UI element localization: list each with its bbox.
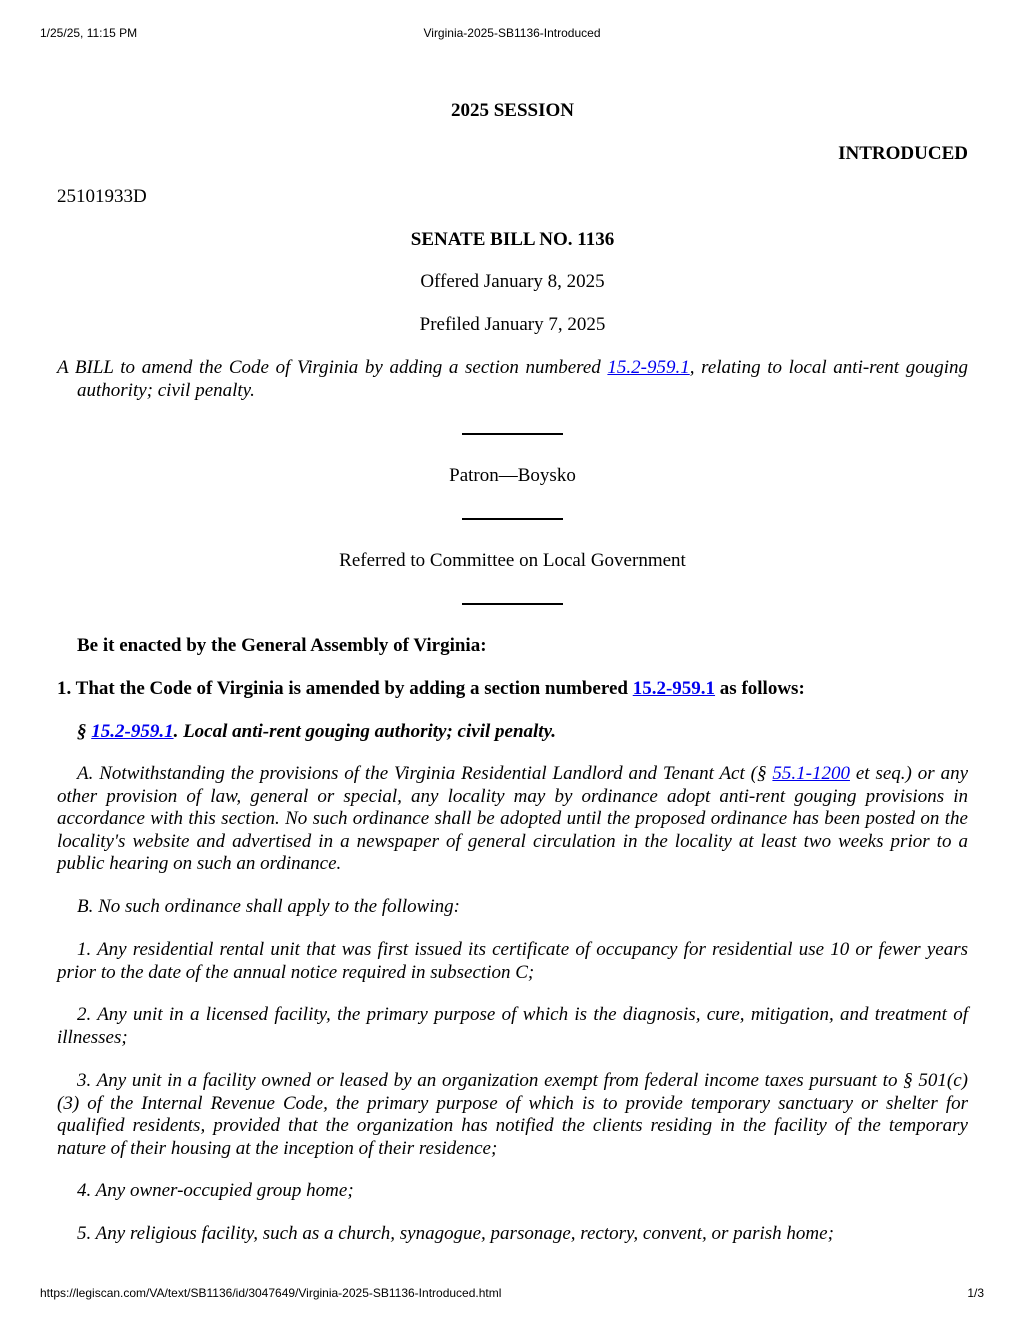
lis-number: 25101933D	[57, 186, 147, 207]
paragraph-b: B. No such ordinance shall apply to the following:	[77, 896, 460, 917]
section-symbol: §	[77, 721, 92, 742]
paragraph-a-prefix: A. Notwithstanding the provisions of the Virginia Residential Landlord and Tenant Act (§	[77, 763, 773, 784]
print-url: https://legiscan.com/VA/text/SB1136/id/3047649/Virginia-2025-SB1136-Introduced.html	[40, 1286, 502, 1300]
list-item: 5. Any religious facility, such as a church, synagogue, parsonage, rectory, convent, or parish home;	[77, 1223, 834, 1244]
committee-referral: Referred to Committee on Local Government	[339, 550, 686, 571]
print-page-count: 1/3	[967, 1286, 984, 1300]
paragraph-a-link[interactable]: 55.1-1200	[772, 763, 850, 784]
enacting-clause: Be it enacted by the General Assembly of Virginia:	[77, 635, 487, 656]
paragraph-a-suffix: et seq.) or any other provision of law, general or special, any locality may by ordinance adopt anti-rent gouging provisions in accordance with this section. No such ordinance shall be adopted until the proposed ordinance has been posted on the locality's website and advertised in a newspaper of general circulation in the locality at least two weeks prior to a public hearing on such an ordinance.	[57, 763, 968, 874]
bill-title: SENATE BILL NO. 1136	[410, 229, 615, 250]
bill-summary-section-link[interactable]: 15.2-959.1	[607, 357, 690, 378]
separator-rule	[462, 433, 563, 435]
bill-summary-suffix: , relating to local anti-rent gouging authority; civil penalty.	[77, 357, 968, 401]
section-heading-text: . Local anti-rent gouging authority; civil penalty.	[173, 721, 557, 742]
bill-summary-prefix: A BILL to amend the Code of Virginia by adding a section numbered	[57, 357, 608, 378]
separator-rule	[462, 603, 563, 605]
status-heading: INTRODUCED	[838, 143, 968, 164]
patron: Patron—Boysko	[449, 465, 576, 486]
section-intro	[57, 678, 968, 701]
print-page-title: Virginia-2025-SB1136-Introduced	[423, 26, 601, 40]
section-intro-link[interactable]: 15.2-959.1	[632, 678, 716, 699]
section-heading-link[interactable]: 15.2-959.1	[91, 721, 174, 742]
prefiled-date: Prefiled January 7, 2025	[419, 314, 606, 335]
offered-date: Offered January 8, 2025	[420, 271, 605, 292]
list-item: 2. Any unit in a licensed facility, the primary purpose of which is the diagnosis, cure, mitigation, and treatment of illnesses;	[57, 1004, 968, 1048]
list-item: 4. Any owner-occupied group home;	[77, 1180, 354, 1201]
paragraph-a	[57, 763, 968, 876]
bill-summary	[57, 357, 968, 402]
separator-rule	[462, 518, 563, 520]
section-intro-prefix: 1. That the Code of Virginia is amended by adding a section numbered	[57, 678, 633, 699]
session-heading: 2025 SESSION	[450, 100, 575, 121]
section-intro-suffix: as follows:	[715, 678, 805, 699]
list-item: 3. Any unit in a facility owned or leased by an organization exempt from federal income taxes pursuant to § 501(c)(3) of the Internal Revenue Code, the primary purpose of which is to provide temporary sanctuary or shelter for qualified residents, provided that the organization has notified the clients residing in the facility of the temporary nature of their housing at the inception of their residence;	[57, 1070, 968, 1159]
print-datetime: 1/25/25, 11:15 PM	[40, 26, 138, 40]
section-heading	[57, 721, 968, 744]
list-item: 1. Any residential rental unit that was first issued its certificate of occupancy for residential use 10 or fewer years prior to the date of the annual notice required in subsection C;	[57, 939, 968, 983]
